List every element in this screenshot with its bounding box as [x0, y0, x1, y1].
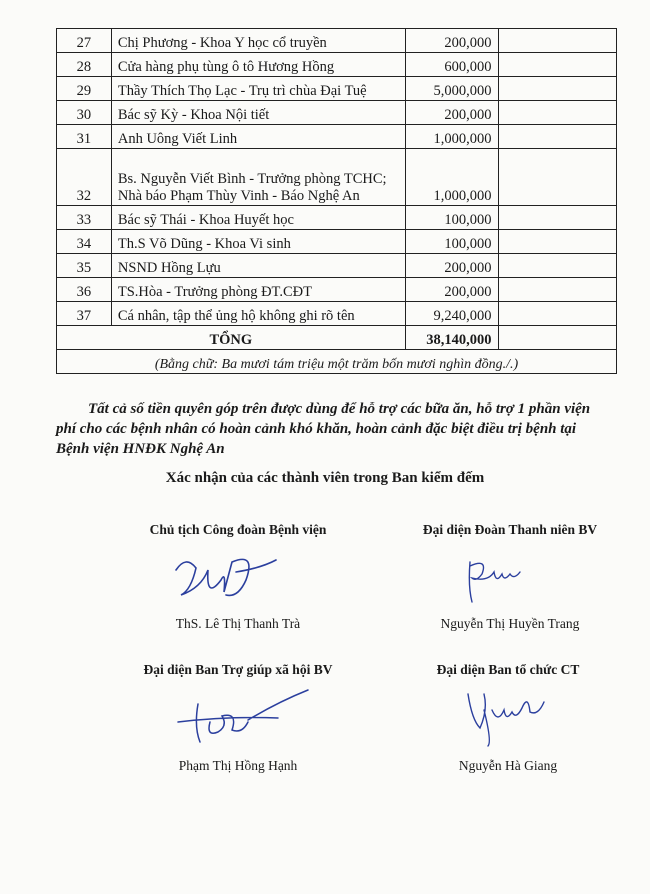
signatory-name: ThS. Lê Thị Thanh Trà [175, 616, 301, 631]
donation-amount: 200,000 [405, 101, 498, 125]
signatory-social-support [108, 662, 368, 774]
donation-amount: 5,000,000 [405, 77, 498, 101]
note-cell [498, 278, 616, 302]
donation-amount: 9,240,000 [405, 302, 498, 326]
row-number: 34 [57, 230, 112, 254]
table-row [57, 125, 617, 149]
signatory-name: Nguyễn Thị Huyền Trang [440, 616, 580, 631]
donation-amount: 1,000,000 [405, 149, 498, 206]
signatory-role: Đại diện Ban tổ chức CT [436, 662, 580, 677]
row-number: 31 [57, 125, 112, 149]
note-cell [498, 254, 616, 278]
donor-name: Anh Uông Viết Linh [111, 125, 405, 149]
confirmation-heading: Xác nhận của các thành viên trong Ban kiểm đếm [165, 470, 485, 486]
table-row [57, 254, 617, 278]
donation-amount: 200,000 [405, 254, 498, 278]
donor-name [111, 149, 405, 206]
row-number: 35 [57, 254, 112, 278]
row-number: 29 [57, 77, 112, 101]
note-cell [498, 326, 616, 350]
table-row [57, 230, 617, 254]
signatory-name: Nguyễn Hà Giang [458, 758, 558, 773]
donor-name-line: Nhà báo Phạm Thùy Vinh - Báo Nghệ An [117, 188, 360, 204]
donor-name: NSND Hồng Lựu [111, 254, 405, 278]
donor-name: Bác sỹ Thái - Khoa Huyết học [111, 206, 405, 230]
signature-image [158, 682, 318, 752]
note-cell [498, 101, 616, 125]
donor-name: Cá nhân, tập thể ủng hộ không ghi rõ tên [111, 302, 405, 326]
signatory-role: Đại diện Đoàn Thanh niên BV [422, 522, 598, 537]
signatory-organizing-committee [378, 662, 638, 774]
note-cell [498, 149, 616, 206]
signature-image [458, 680, 558, 750]
note-cell [498, 29, 616, 53]
donor-name: Th.S Võ Dũng - Khoa Vi sinh [111, 230, 405, 254]
row-number: 32 [57, 149, 112, 206]
signatory-youth-union [380, 522, 640, 632]
note-cell [498, 302, 616, 326]
note-cell [498, 206, 616, 230]
table-row [57, 278, 617, 302]
donation-amount: 600,000 [405, 53, 498, 77]
donor-name: Chị Phương - Khoa Y học cổ truyền [111, 29, 405, 53]
donation-amount: 200,000 [405, 278, 498, 302]
signatory-role: Chủ tịch Công đoàn Bệnh viện [149, 522, 327, 537]
table-row [57, 206, 617, 230]
note-cell [498, 53, 616, 77]
table-row [57, 101, 617, 125]
donation-amount: 1,000,000 [405, 125, 498, 149]
signature-image [166, 550, 286, 610]
donation-amount: 100,000 [405, 230, 498, 254]
note-cell [498, 230, 616, 254]
signatory-name: Phạm Thị Hồng Hạnh [178, 758, 298, 773]
donor-name: Cửa hàng phụ tùng ô tô Hương Hồng [111, 53, 405, 77]
table-row [57, 149, 617, 206]
total-row [57, 326, 617, 350]
total-amount: 38,140,000 [405, 326, 498, 350]
donation-amount: 100,000 [405, 206, 498, 230]
donor-name-line: Bs. Nguyễn Viết Bình - Trưởng phòng TCHC; [117, 171, 387, 187]
amount-in-words-row [57, 350, 617, 374]
total-label: TỔNG [57, 326, 406, 350]
table-row [57, 29, 617, 53]
note-cell [498, 77, 616, 101]
signatory-union-chair [108, 522, 368, 632]
table-row [57, 77, 617, 101]
row-number: 36 [57, 278, 112, 302]
row-number: 33 [57, 206, 112, 230]
donation-amount: 200,000 [405, 29, 498, 53]
table-row [57, 53, 617, 77]
row-number: 30 [57, 101, 112, 125]
donor-name: Bác sỹ Kỳ - Khoa Nội tiết [111, 101, 405, 125]
signatory-role: Đại diện Ban Trợ giúp xã hội BV [143, 662, 333, 677]
amount-in-words: (Bằng chữ: Ba mươi tám triệu một trăm bốn mươi nghìn đồng./.) [57, 350, 617, 374]
summary-paragraph: Tất cả số tiền quyên góp trên được dùng để hỗ trợ các bữa ăn, hỗ trợ 1 phần viện phí cho các bệnh nhân có hoàn cảnh khó khăn, hoàn cảnh đặc biệt điều trị bệnh tại Bệnh viện HNĐK Nghệ An [56, 401, 591, 457]
row-number: 28 [57, 53, 112, 77]
row-number: 27 [57, 29, 112, 53]
donation-table [56, 28, 617, 374]
table-row [57, 302, 617, 326]
note-cell [498, 125, 616, 149]
signature-image [458, 552, 548, 607]
donor-name: TS.Hòa - Trưởng phòng ĐT.CĐT [111, 278, 405, 302]
row-number: 37 [57, 302, 112, 326]
donor-name: Thầy Thích Thọ Lạc - Trụ trì chùa Đại Tuệ [111, 77, 405, 101]
